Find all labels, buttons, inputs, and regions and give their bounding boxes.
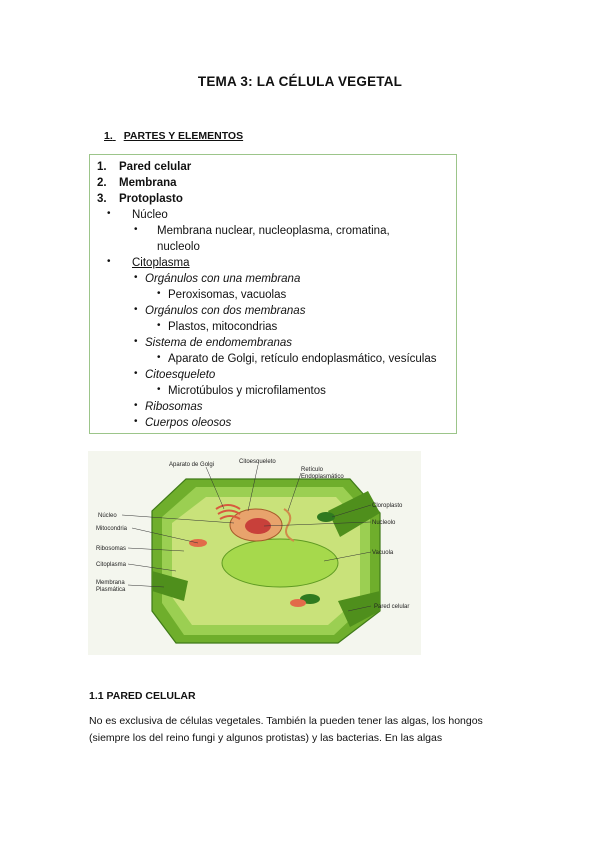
paragraph-line1: No es exclusiva de células vegetales. También la pueden tener las algas, los hongos — [89, 715, 483, 727]
plant-cell-diagram — [88, 451, 421, 655]
bullet-icon: • — [157, 352, 161, 363]
label-citoesqueleto: Citoesqueleto — [239, 459, 276, 465]
label-cloroplasto: Cloroplasto — [372, 503, 403, 509]
label-membrana-line2: Plasmática — [96, 587, 126, 593]
item-sistema-endomembranas: Sistema de endomembranas — [145, 337, 293, 349]
section-title: PARTES Y ELEMENTOS — [123, 130, 244, 142]
vacuole-shape — [222, 539, 338, 587]
bullet-icon: • — [157, 384, 161, 395]
page-title: TEMA 3: LA CÉLULA VEGETAL — [197, 74, 403, 89]
plant-cell-illustration — [88, 451, 421, 655]
label-nucleolo: Nucleolo — [372, 520, 396, 526]
label-reticulo-line2: Endoplasmático — [301, 474, 344, 480]
bullet-icon: • — [134, 224, 138, 235]
bullet-icon: • — [134, 368, 138, 379]
label-nucleo: Núcleo — [98, 513, 117, 519]
label-mitocondria: Mitocondria — [96, 526, 128, 532]
item-organulos-una-membrana: Orgánulos con una membrana — [145, 273, 301, 285]
item-protoplasto: Protoplasto — [119, 193, 183, 205]
item-cuerpos-oleosos: Cuerpos oleosos — [145, 417, 232, 429]
item-ribosomas: Ribosomas — [145, 401, 203, 413]
citoesqueleto-detail: Microtúbulos y microfilamentos — [168, 385, 326, 397]
item-organulos-dos-membranas: Orgánulos con dos membranas — [145, 305, 306, 317]
bullet-icon: • — [134, 400, 138, 411]
bullet-icon: • — [134, 336, 138, 347]
bullet-icon: • — [157, 288, 161, 299]
bullet-icon: • — [107, 208, 111, 219]
item-pared-celular: Pared celular — [119, 161, 192, 173]
nucleo-detail-line1: Membrana nuclear, nucleoplasma, cromatina, — [157, 225, 390, 237]
label-reticulo-line1: Retículo — [301, 467, 324, 473]
label-pared-celular: Pared celular — [374, 604, 410, 610]
item-membrana: Membrana — [119, 177, 177, 189]
paragraph-line2: (siempre los del reino fungi y algunos protistas) y las bacterias. En las algas — [89, 732, 443, 744]
org-una-detail: Peroxisomas, vacuolas — [168, 289, 287, 301]
item-citoesqueleto: Citoesqueleto — [145, 369, 216, 381]
item-citoplasma: Citoplasma — [132, 257, 190, 269]
section-heading-partes — [104, 130, 243, 142]
bullet-icon: • — [134, 304, 138, 315]
bullet-icon: • — [134, 272, 138, 283]
item-nucleo: Núcleo — [132, 209, 168, 221]
label-membrana-line1: Membrana — [96, 580, 125, 586]
label-golgi: Aparato de Golgi — [169, 462, 215, 468]
label-ribosomas: Ribosomas — [96, 546, 127, 552]
bullet-icon: • — [107, 256, 111, 267]
bullet-icon: • — [157, 320, 161, 331]
item-2-number: 2. — [97, 177, 107, 189]
label-citoplasma: Citoplasma — [96, 562, 127, 568]
label-vacuola: Vacuola — [372, 550, 394, 556]
org-dos-detail: Plastos, mitocondrias — [168, 321, 278, 333]
section-heading-pared-celular: 1.1 PARED CELULAR — [89, 690, 196, 702]
endomembranas-detail: Aparato de Golgi, retículo endoplasmático, vesículas — [168, 353, 437, 365]
bullet-icon: • — [134, 416, 138, 427]
item-3-number: 3. — [97, 193, 107, 205]
mitochondrion-shape — [290, 599, 306, 607]
item-1-number: 1. — [97, 161, 107, 173]
nucleo-detail-line2: nucleolo — [157, 241, 200, 253]
section-number: 1. — [104, 130, 113, 142]
